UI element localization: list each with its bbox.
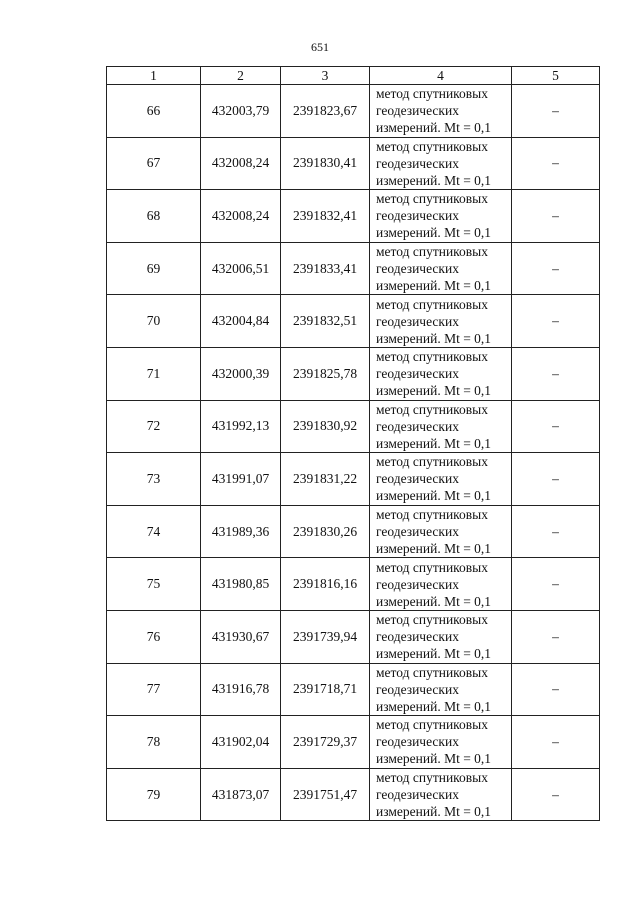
column-header: 1 bbox=[107, 67, 201, 85]
point-number-cell: 74 bbox=[107, 505, 201, 558]
x-coordinate-cell: 432004,84 bbox=[201, 295, 281, 348]
method-cell bbox=[370, 663, 512, 716]
table-row bbox=[107, 505, 600, 558]
x-coordinate-cell: 432006,51 bbox=[201, 242, 281, 295]
page-number: 651 bbox=[311, 40, 329, 54]
note-cell: – bbox=[512, 295, 600, 348]
point-number-cell: 77 bbox=[107, 663, 201, 716]
point-number-cell: 75 bbox=[107, 558, 201, 611]
method-line: измерений. Mt = 0,1 bbox=[376, 120, 492, 136]
method-line: измерений. Mt = 0,1 bbox=[376, 646, 492, 662]
table-row bbox=[107, 768, 600, 821]
method-line: геодезических bbox=[376, 366, 459, 382]
table-body bbox=[107, 85, 600, 821]
method-line: геодезических bbox=[376, 103, 459, 119]
method-line: измерений. Mt = 0,1 bbox=[376, 541, 492, 557]
y-coordinate-cell: 2391729,37 bbox=[281, 716, 370, 769]
x-coordinate-cell: 431873,07 bbox=[201, 768, 281, 821]
method-cell bbox=[370, 190, 512, 243]
point-number-cell: 72 bbox=[107, 400, 201, 453]
method-cell bbox=[370, 242, 512, 295]
y-coordinate-cell: 2391833,41 bbox=[281, 242, 370, 295]
method-line: геодезических bbox=[376, 471, 459, 487]
method-line: измерений. Mt = 0,1 bbox=[376, 435, 492, 451]
method-line: измерений. Mt = 0,1 bbox=[376, 330, 492, 346]
table-row bbox=[107, 347, 600, 400]
method-line: измерений. Mt = 0,1 bbox=[376, 278, 492, 294]
note-cell: – bbox=[512, 505, 600, 558]
y-coordinate-cell: 2391830,26 bbox=[281, 505, 370, 558]
method-line: геодезических bbox=[376, 787, 459, 803]
method-cell bbox=[370, 610, 512, 663]
table-header-row bbox=[107, 67, 600, 85]
note-cell: – bbox=[512, 716, 600, 769]
note-cell: – bbox=[512, 558, 600, 611]
column-header: 3 bbox=[281, 67, 370, 85]
x-coordinate-cell: 431902,04 bbox=[201, 716, 281, 769]
point-number-cell: 66 bbox=[107, 85, 201, 138]
method-line: геодезических bbox=[376, 155, 459, 171]
y-coordinate-cell: 2391718,71 bbox=[281, 663, 370, 716]
method-cell bbox=[370, 453, 512, 506]
table-row bbox=[107, 137, 600, 190]
table-row bbox=[107, 610, 600, 663]
x-coordinate-cell: 431991,07 bbox=[201, 453, 281, 506]
method-line: геодезических bbox=[376, 734, 459, 750]
y-coordinate-cell: 2391830,41 bbox=[281, 137, 370, 190]
method-cell bbox=[370, 295, 512, 348]
table-row bbox=[107, 558, 600, 611]
point-number-cell: 69 bbox=[107, 242, 201, 295]
x-coordinate-cell: 431930,67 bbox=[201, 610, 281, 663]
table-row bbox=[107, 295, 600, 348]
note-cell: – bbox=[512, 453, 600, 506]
method-line: метод спутниковых bbox=[376, 86, 488, 102]
x-coordinate-cell: 431992,13 bbox=[201, 400, 281, 453]
method-line: геодезических bbox=[376, 313, 459, 329]
method-line: измерений. Mt = 0,1 bbox=[376, 225, 492, 241]
table-row bbox=[107, 453, 600, 506]
note-cell: – bbox=[512, 347, 600, 400]
x-coordinate-cell: 432008,24 bbox=[201, 190, 281, 243]
method-line: геодезических bbox=[376, 524, 459, 540]
method-cell bbox=[370, 400, 512, 453]
method-line: метод спутниковых bbox=[376, 507, 488, 523]
method-cell bbox=[370, 716, 512, 769]
note-cell: – bbox=[512, 242, 600, 295]
coordinates-table bbox=[106, 66, 600, 821]
x-coordinate-cell: 432008,24 bbox=[201, 137, 281, 190]
y-coordinate-cell: 2391830,92 bbox=[281, 400, 370, 453]
note-cell: – bbox=[512, 85, 600, 138]
table-row bbox=[107, 242, 600, 295]
point-number-cell: 71 bbox=[107, 347, 201, 400]
method-line: измерений. Mt = 0,1 bbox=[376, 172, 492, 188]
x-coordinate-cell: 432003,79 bbox=[201, 85, 281, 138]
point-number-cell: 68 bbox=[107, 190, 201, 243]
x-coordinate-cell: 431916,78 bbox=[201, 663, 281, 716]
y-coordinate-cell: 2391739,94 bbox=[281, 610, 370, 663]
method-line: метод спутниковых bbox=[376, 296, 488, 312]
method-line: геодезических bbox=[376, 418, 459, 434]
method-line: метод спутниковых bbox=[376, 664, 488, 680]
x-coordinate-cell: 432000,39 bbox=[201, 347, 281, 400]
note-cell: – bbox=[512, 768, 600, 821]
y-coordinate-cell: 2391816,16 bbox=[281, 558, 370, 611]
method-line: метод спутниковых bbox=[376, 612, 488, 628]
method-cell bbox=[370, 85, 512, 138]
method-line: геодезических bbox=[376, 208, 459, 224]
method-cell bbox=[370, 768, 512, 821]
method-cell bbox=[370, 347, 512, 400]
method-line: измерений. Mt = 0,1 bbox=[376, 751, 492, 767]
point-number-cell: 73 bbox=[107, 453, 201, 506]
method-line: геодезических bbox=[376, 576, 459, 592]
method-line: метод спутниковых bbox=[376, 770, 488, 786]
y-coordinate-cell: 2391832,51 bbox=[281, 295, 370, 348]
method-line: измерений. Mt = 0,1 bbox=[376, 804, 492, 820]
method-cell bbox=[370, 137, 512, 190]
note-cell: – bbox=[512, 190, 600, 243]
method-line: геодезических bbox=[376, 261, 459, 277]
method-line: измерений. Mt = 0,1 bbox=[376, 488, 492, 504]
point-number-cell: 67 bbox=[107, 137, 201, 190]
method-line: метод спутниковых bbox=[376, 244, 488, 260]
method-line: метод спутниковых bbox=[376, 717, 488, 733]
column-header: 5 bbox=[512, 67, 600, 85]
point-number-cell: 79 bbox=[107, 768, 201, 821]
column-header: 4 bbox=[370, 67, 512, 85]
x-coordinate-cell: 431989,36 bbox=[201, 505, 281, 558]
y-coordinate-cell: 2391751,47 bbox=[281, 768, 370, 821]
method-line: геодезических bbox=[376, 681, 459, 697]
method-line: измерений. Mt = 0,1 bbox=[376, 593, 492, 609]
method-line: метод спутниковых bbox=[376, 349, 488, 365]
y-coordinate-cell: 2391823,67 bbox=[281, 85, 370, 138]
method-line: метод спутниковых bbox=[376, 191, 488, 207]
method-cell bbox=[370, 558, 512, 611]
method-line: метод спутниковых bbox=[376, 401, 488, 417]
note-cell: – bbox=[512, 610, 600, 663]
table-row bbox=[107, 85, 600, 138]
note-cell: – bbox=[512, 663, 600, 716]
method-line: метод спутниковых bbox=[376, 559, 488, 575]
method-line: измерений. Mt = 0,1 bbox=[376, 698, 492, 714]
point-number-cell: 76 bbox=[107, 610, 201, 663]
method-line: метод спутниковых bbox=[376, 454, 488, 470]
table-row bbox=[107, 716, 600, 769]
method-line: метод спутниковых bbox=[376, 138, 488, 154]
table-row bbox=[107, 400, 600, 453]
y-coordinate-cell: 2391825,78 bbox=[281, 347, 370, 400]
method-cell bbox=[370, 505, 512, 558]
method-line: измерений. Mt = 0,1 bbox=[376, 383, 492, 399]
table-row bbox=[107, 190, 600, 243]
y-coordinate-cell: 2391832,41 bbox=[281, 190, 370, 243]
column-header: 2 bbox=[201, 67, 281, 85]
x-coordinate-cell: 431980,85 bbox=[201, 558, 281, 611]
note-cell: – bbox=[512, 137, 600, 190]
method-line: геодезических bbox=[376, 629, 459, 645]
note-cell: – bbox=[512, 400, 600, 453]
point-number-cell: 70 bbox=[107, 295, 201, 348]
y-coordinate-cell: 2391831,22 bbox=[281, 453, 370, 506]
table-row bbox=[107, 663, 600, 716]
point-number-cell: 78 bbox=[107, 716, 201, 769]
